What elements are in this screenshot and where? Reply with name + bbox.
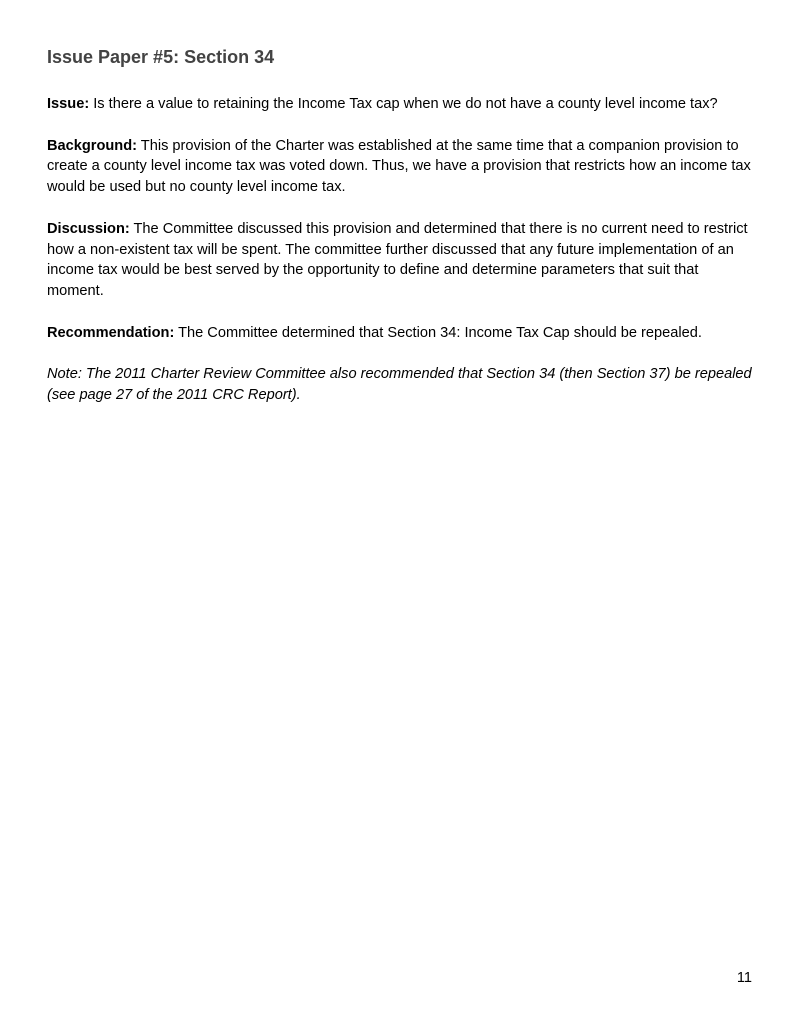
discussion-text: The Committee discussed this provision and determined that there is no current need to restrict how a non-existent tax will be spent. The committee further discussed that any future implementation of an income tax would be best served by the opportunity to define and determine parameters that suit that moment. <box>47 220 748 300</box>
note-paragraph: Note: The 2011 Charter Review Committee also recommended that Section 34 (then Section 37) be repealed (see page 27 of the 2011 CRC Report). <box>47 366 752 404</box>
background-paragraph <box>47 136 753 198</box>
issue-label: Issue: <box>47 96 90 112</box>
issue-text: Is there a value to retaining the Income Tax cap when we do not have a county level income tax? <box>93 96 718 112</box>
document-page <box>47 46 753 427</box>
discussion-label: Discussion: <box>47 220 130 237</box>
page-number: 11 <box>736 970 752 986</box>
page-title: Issue Paper #5: Section 34 <box>47 47 275 67</box>
issue-paragraph <box>47 94 753 115</box>
recommendation-paragraph <box>47 323 753 344</box>
background-text: This provision of the Charter was established at the same time that a companion provision to create a county level income tax was voted down. Thus, we have a provision that restricts how an income tax would be used but no county level income tax. <box>47 137 751 196</box>
background-label: Background: <box>47 137 137 154</box>
recommendation-label: Recommendation: <box>47 324 175 341</box>
recommendation-text: The Committee determined that Section 34: Income Tax Cap should be repealed. <box>178 324 702 341</box>
discussion-paragraph <box>47 219 753 302</box>
